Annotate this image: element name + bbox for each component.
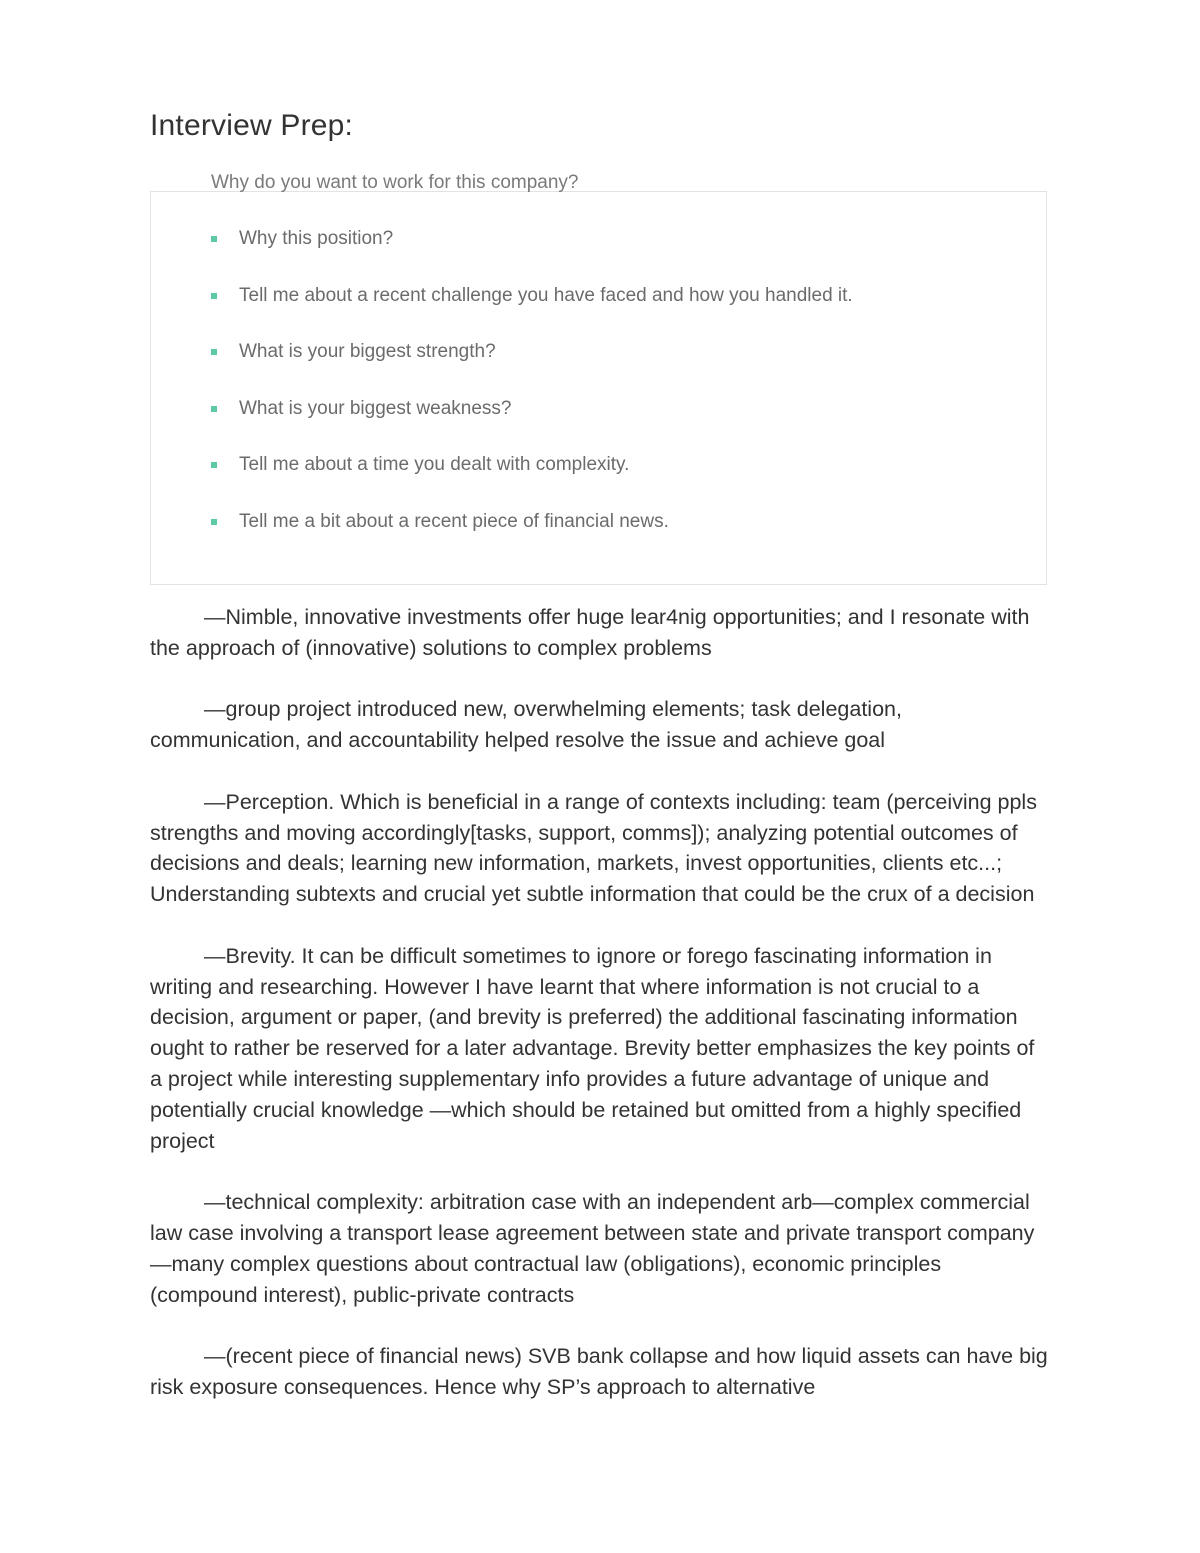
question-box bbox=[150, 172, 1047, 585]
question-text: Tell me about a time you dealt with complexity. bbox=[239, 454, 630, 476]
question-text: Tell me a bit about a recent piece of financial news. bbox=[239, 510, 669, 532]
square-bullet-icon bbox=[211, 236, 217, 242]
square-bullet-icon bbox=[211, 406, 217, 412]
answers-section bbox=[150, 602, 1050, 1434]
square-bullet-icon bbox=[211, 293, 217, 299]
question-text: What is your biggest weakness? bbox=[239, 397, 512, 419]
answer-paragraph: —Brevity. It can be difficult sometimes to ignore or forego fascinating information in writing and researching. However I have learnt that where information is not crucial to a decision, argument or paper, (and brevity is preferred) the additional fascinating information ought to rather be reserved for a later advantage. Brevity better emphasizes the key points of a project while interesting supplementary info provides a future advantage of unique and potentially crucial knowledge —which should be retained but omitted from a highly specified project bbox=[150, 943, 1035, 1153]
answer-paragraph: —Perception. Which is beneficial in a range of contexts including: team (perceiving ppls strengths and moving accordingly[tasks, support, comms]); analyzing potential outcomes of decisions and deals; learning new information, markets, invest opportunities, clients etc...; Understanding subtexts and crucial yet subtle information that could be the crux of a decision bbox=[150, 789, 1037, 907]
answer-paragraph: —group project introduced new, overwhelming elements; task delegation, communication, and accountability helped resolve the issue and achieve goal bbox=[150, 697, 902, 753]
question-item bbox=[209, 508, 853, 565]
question-text: Why this position? bbox=[239, 228, 394, 249]
question-text: Tell me about a recent challenge you have faced and how you handled it. bbox=[239, 284, 853, 306]
cut-off-question-text: Why do you want to work for this company? bbox=[211, 172, 579, 193]
square-bullet-icon bbox=[211, 349, 217, 355]
question-item bbox=[209, 225, 853, 282]
question-item bbox=[209, 395, 853, 452]
square-bullet-icon bbox=[211, 462, 217, 468]
page-title: Interview Prep: bbox=[150, 109, 354, 142]
question-item bbox=[209, 451, 853, 508]
answer-paragraph: —technical complexity: arbitration case with an independent arb—complex commercial law case involving a transport lease agreement between state and private transport company—many complex questions about contractual law (obligations), economic principles (compound interest), public-private contracts bbox=[150, 1190, 1035, 1307]
answer-paragraph: —Nimble, innovative investments offer huge lear4nig opportunities; and I resonate with the approach of (innovative) solutions to complex problems bbox=[150, 605, 1030, 660]
question-item bbox=[209, 282, 853, 339]
answer-paragraph: —(recent piece of financial news) SVB bank collapse and how liquid assets can have big risk exposure consequences. Hence why SP’s approach to alternative bbox=[150, 1344, 1048, 1399]
question-item bbox=[209, 338, 853, 395]
cut-off-question bbox=[211, 172, 731, 196]
question-list bbox=[209, 225, 853, 565]
square-bullet-icon bbox=[211, 519, 217, 525]
question-text: What is your biggest strength? bbox=[239, 341, 496, 363]
